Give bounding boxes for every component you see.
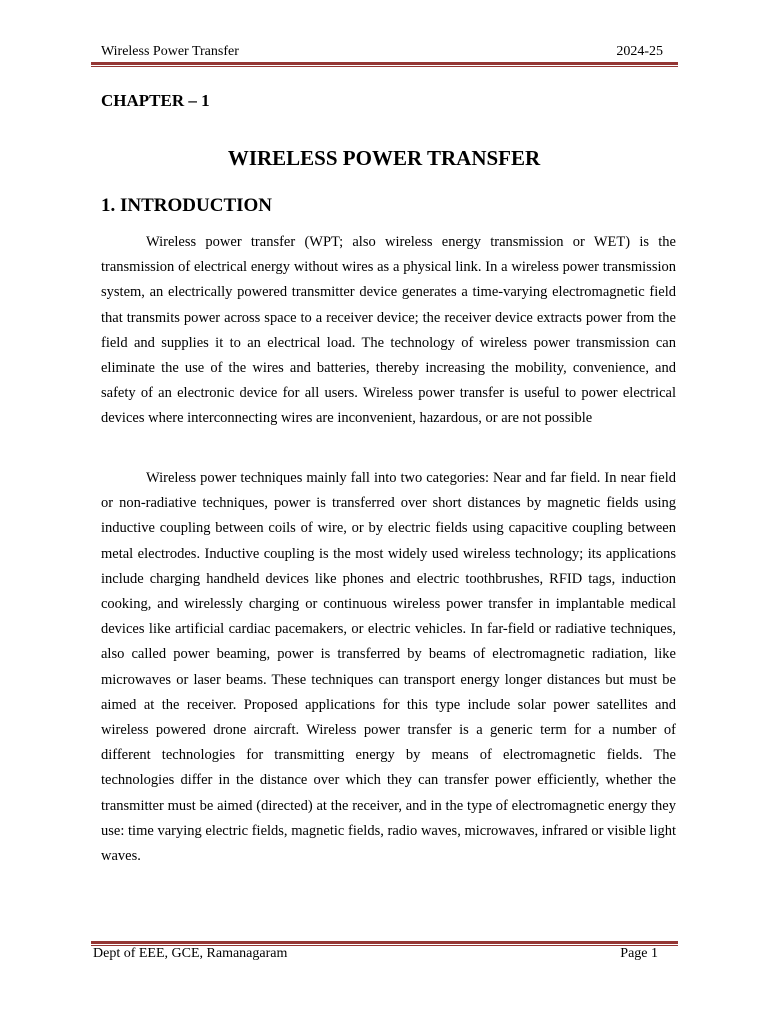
body-paragraph: Wireless power techniques mainly fall into two categories: Near and far field. In near field or non-radiative techniques, power is transferred over short distances by magnetic fields using inductive coupling between coils of wire, or by electric fields using capacitive coupling between metal electrodes. Inductive coupling is the most widely used wireless technology; its applications include charging handheld devices like phones and electric toothbrushes, RFID tags, induction cooking, and wirelessly charging or continuous wireless power transfer in implantable medical devices like artificial cardiac pacemakers, or electric vehicles. In far-field or radiative techniques, also called power beaming, power is transferred by beams of electromagnetic radiation, like microwaves or laser beams. These techniques can transport energy longer distances but must be aimed at the receiver. Proposed applications for this type include solar power satellites and wireless powered drone aircraft. Wireless power transfer is a generic term for a number of different technologies for transmitting energy by means of electromagnetic fields. The technologies differ in the distance over which they can transfer power efficiently, whether the transmitter must be aimed (directed) at the receiver, and in the type of electromagnetic energy they use: time varying electric fields, magnetic fields, radio waves, microwaves, infrared or visible light waves. <box>101 470 676 865</box>
chapter-label: CHAPTER – 1 <box>101 91 210 110</box>
footer-department: Dept of EEE, GCE, Ramanagaram <box>93 946 288 961</box>
page-title: WIRELESS POWER TRANSFER <box>227 146 541 170</box>
header-document-title: Wireless Power Transfer <box>101 44 239 59</box>
section-heading: 1. INTRODUCTION <box>101 195 273 216</box>
header-divider <box>91 62 678 67</box>
page-number: Page 1 <box>620 946 658 961</box>
body-paragraph: Wireless power transfer (WPT; also wireless energy transmission or WET) is the transmission of electrical energy without wires as a physical link. In a wireless power transmission system, an electrically powered transmitter device generates a time-varying electromagnetic field that transmits power across space to a receiver device; the receiver device extracts power from the field and supplies it to an electrical load. The technology of wireless power transmission can eliminate the use of the wires and batteries, thereby increasing the mobility, convenience, and safety of an electronic device for all users. Wireless power transfer is useful to power electrical devices where interconnecting wires are inconvenient, hazardous, or are not possible <box>101 234 676 427</box>
running-header <box>101 43 663 61</box>
header-academic-year: 2024-25 <box>616 44 663 59</box>
page-footer <box>93 945 658 963</box>
